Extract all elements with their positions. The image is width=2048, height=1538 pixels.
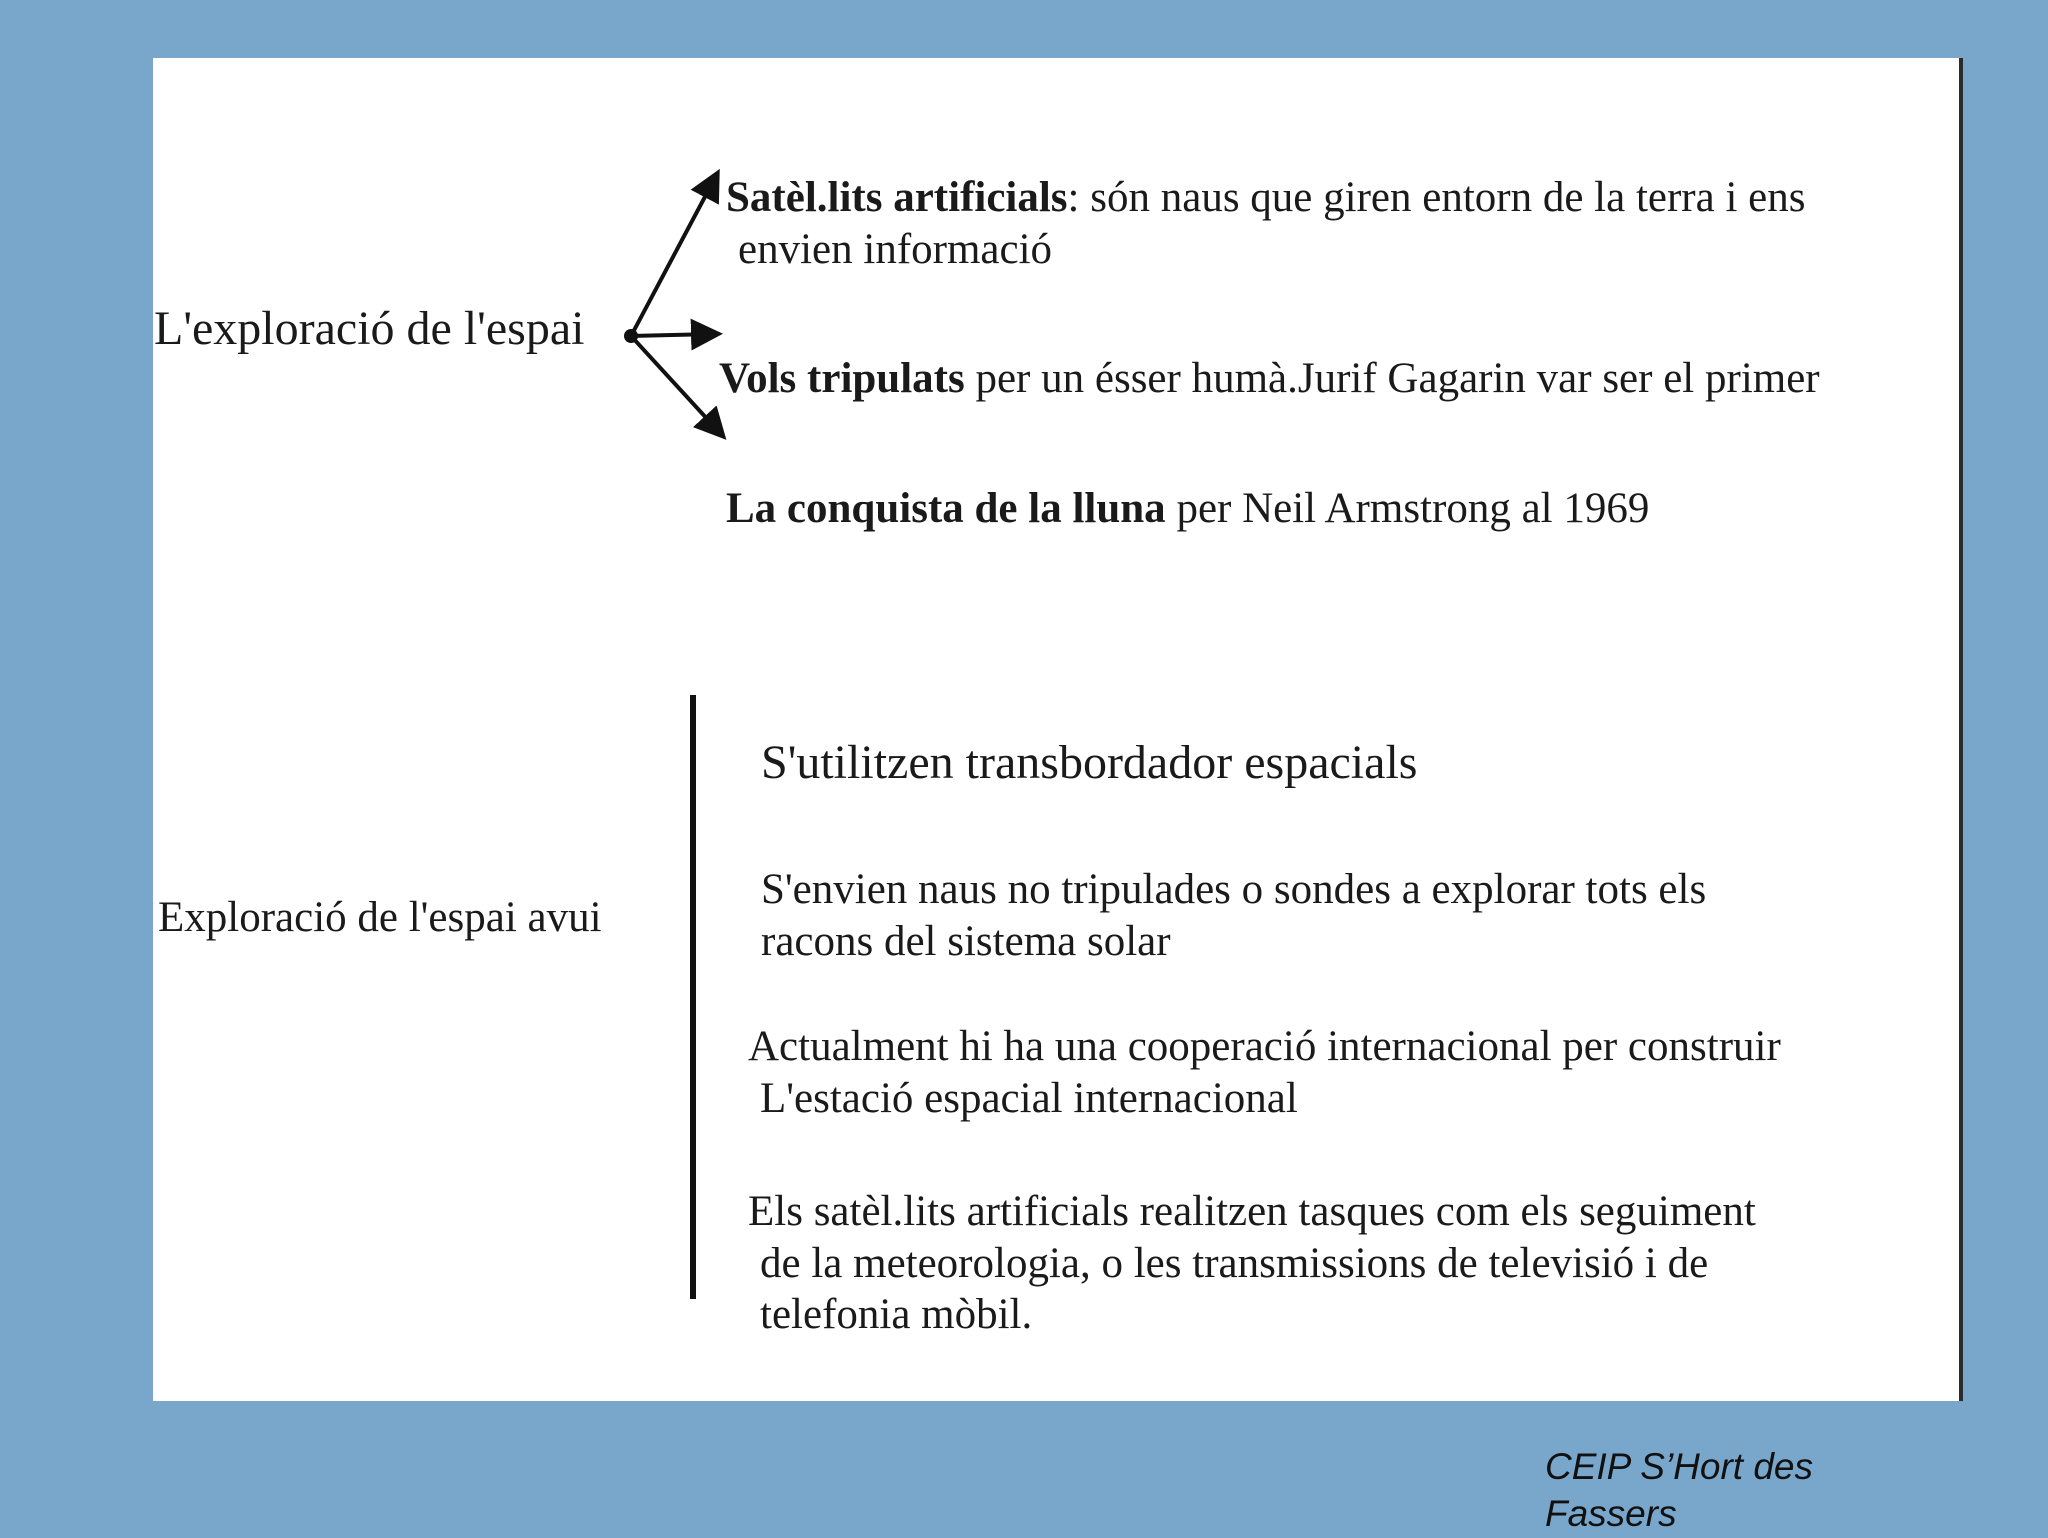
arrow-to-manned-flights [631,334,715,336]
school-credit-line2: Fassers [1545,1493,1677,1535]
diagram2-root-label: Exploració de l'espai avui [158,894,602,941]
today-item-satellite-tasks [748,1186,1756,1341]
today-item-satellite-tasks-line1: Els satèl.lits artificials realitzen tasques com els seguiment [748,1188,1756,1235]
arrow-to-satellites [631,176,716,336]
today-item-probes-line1: S'envien naus no tripulades o sondes a explorar tots els [761,866,1707,913]
today-item-probes [761,864,1706,967]
today-item-satellite-tasks-line2: de la meteorologia, o les transmissions de televisió i de [760,1239,1709,1287]
today-item-probes-line2: racons del sistema solar [761,917,1171,965]
branch-moon-landing-description: per Neil Armstrong al 1969 [1165,485,1650,532]
today-item-shuttles: S'utilitzen transbordador espacials [761,736,1418,789]
branch-manned-flights [719,353,1820,405]
branch-manned-flights-term: Vols tripulats [719,355,965,402]
diagram2-bracket-bar [690,695,696,1299]
branch-satellites-line2: envien informació [738,225,1053,273]
branch-satellites [726,172,1805,275]
branch-moon-landing-term: La conquista de la lluna [726,485,1166,532]
branch-satellites-description: : són naus que giren entorn de la terra i ens [1067,174,1806,221]
school-credit [1545,1443,1865,1538]
slide-content [153,58,1963,1401]
today-item-iss [748,1021,1781,1124]
today-item-satellite-tasks-line3: telefonia mòbil. [760,1291,1033,1339]
school-credit-line1: CEIP S’Hort des [1545,1446,1813,1487]
branch-moon-landing [726,483,1649,535]
today-item-iss-line2: L'estació espacial internacional [760,1074,1298,1122]
diagram1-root-label: L'exploració de l'espai [154,302,585,355]
arrow-to-moon-landing [631,336,721,434]
branch-satellites-line1 [726,172,1805,224]
today-item-iss-line1: Actualment hi ha una cooperació internacional per construir [748,1023,1781,1070]
branch-manned-flights-description: per un ésser humà.Jurif Gagarin var ser el primer [964,355,1820,402]
branch-satellites-term: Satèl.lits artificials [726,174,1068,221]
